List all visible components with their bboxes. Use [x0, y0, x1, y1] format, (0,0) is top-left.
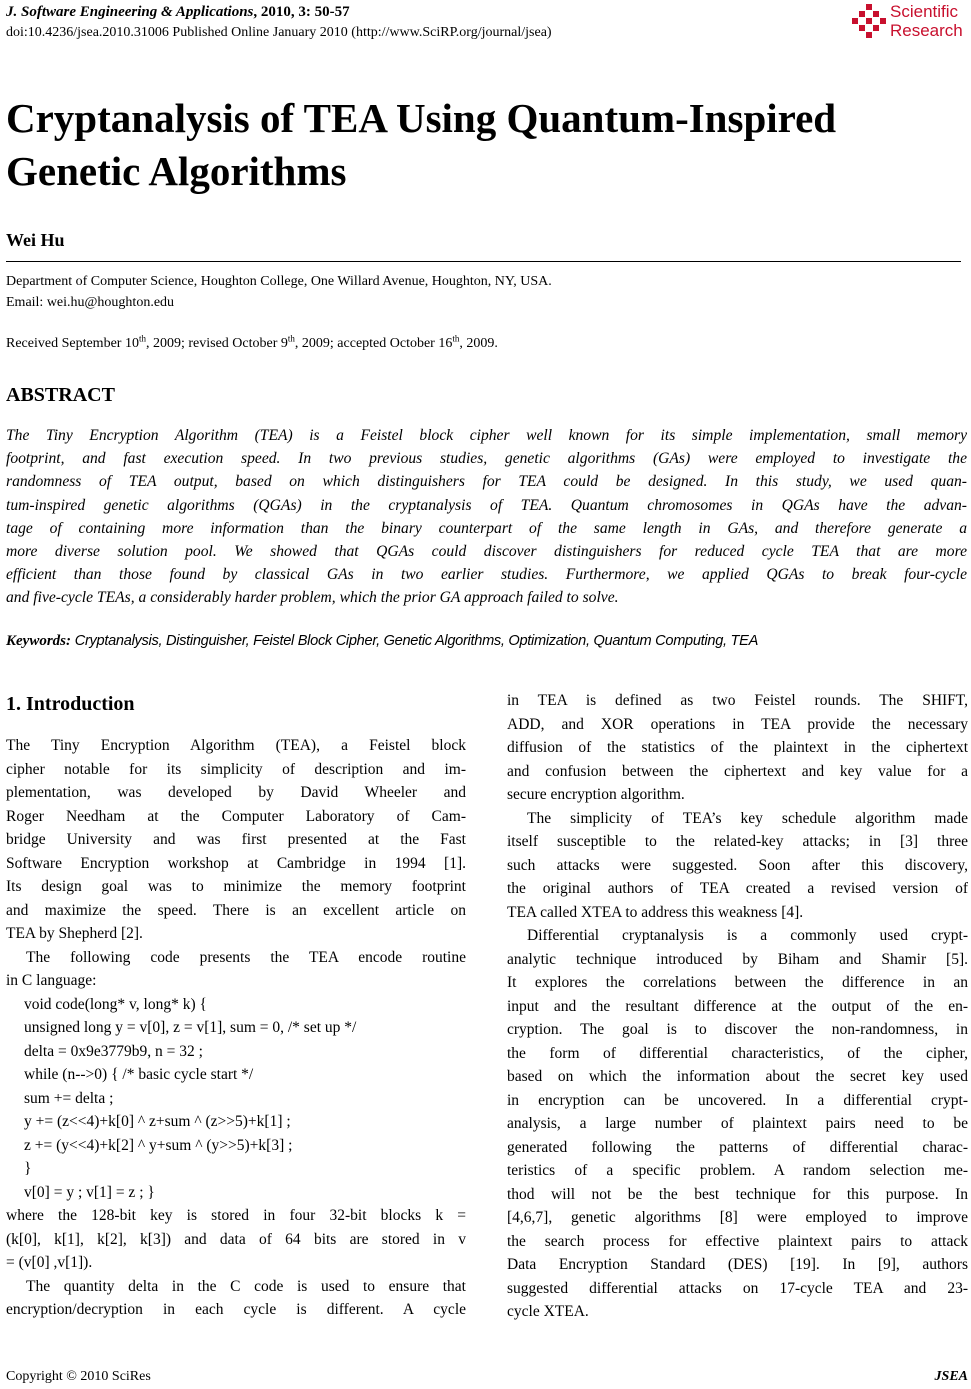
right-column-line: TEA called XTEA to address this weakness [4].: [507, 903, 804, 921]
right-column-line: the form of differential characteristics, of the cipher,: [507, 1044, 968, 1062]
left-column-line: void code(long* v, long* k) {: [24, 995, 207, 1013]
left-column-line: Its design goal was to minimize the memory footprint: [6, 878, 466, 895]
right-column-line: analysis, a large number of plaintext pairs need to be: [507, 1115, 968, 1132]
left-column-line: where the 128-bit key is stored in four 32-bit blocks k =: [6, 1207, 466, 1224]
left-column-line: unsigned long y = v[0], z = v[1], sum = 0, /* set up */: [24, 1019, 357, 1036]
right-column-line: and confusion between the ciphertext and key value for a: [507, 762, 968, 780]
keywords-list: Cryptanalysis, Distinguisher, Feistel Block Cipher, Genetic Algorithms, Optimization, Quantum Computing, TEA: [74, 633, 758, 649]
email: Email: wei.hu@houghton.edu: [6, 295, 175, 310]
right-column-line: based on which the information about the secret key used: [507, 1068, 968, 1085]
left-column-line: bridge University and was first presented at the Fast: [6, 831, 466, 848]
left-column-line: The quantity delta in the C code is used to ensure that: [26, 1277, 466, 1295]
right-column-line: the original authors of TEA created a revised version of: [507, 880, 968, 897]
journal-citation: [6, 4, 350, 21]
right-column-line: Data Encryption Standard (DES) [19]. In [9], authors: [507, 1256, 968, 1273]
abstract-line: footprint, and fast execution speed. In two previous studies, genetic algorithms (GAs) were employed to investigate the: [6, 450, 967, 468]
left-column-line: encryption/decryption in each cycle is different. A cycle: [6, 1301, 466, 1318]
abstract-line: tum-inspired genetic algorithms (QGAs) in the cryptanalysis of TEA. Quantum chromosomes in QGAs have the advan-: [6, 496, 967, 514]
footer-journal: JSEA: [934, 1369, 968, 1384]
right-column-line: generated following the patterns of differential charac-: [507, 1138, 968, 1156]
right-column-line: in TEA is defined as two Feistel rounds. The SHIFT,: [507, 692, 968, 709]
left-column-line: Roger Needham at the Computer Laboratory of Cam-: [6, 807, 466, 825]
keywords: Keywords: Cryptanalysis, Distinguisher, Feistel Block Cipher, Genetic Algorithms, Optimization, Quantum Computing, TEA: [6, 633, 758, 649]
publisher-logo-icon: [852, 4, 886, 40]
title-line-1: Cryptanalysis of TEA Using Quantum-Inspired: [6, 95, 837, 141]
left-column-line: y += (z<<4)+k[0] ^ z+sum ^ (z>>5)+k[1] ;: [24, 1113, 291, 1130]
logo-line-1: Scientific: [890, 2, 959, 21]
right-column-line: ADD, and XOR operations in TEA provide the necessary: [507, 715, 968, 733]
left-column-line: TEA by Shepherd [2].: [6, 925, 143, 942]
right-column-line: suggested differential attacks on 17-cycle TEA and 23-: [507, 1279, 968, 1297]
left-column-line: Software Encryption workshop at Cambridge in 1994 [1].: [6, 854, 466, 872]
abstract-heading: ABSTRACT: [6, 384, 115, 406]
right-column-line: cycle XTEA.: [507, 1303, 589, 1320]
abstract-body: [6, 424, 967, 610]
logo-line-2: Research: [890, 21, 963, 40]
right-column-line: cryption. The goal is to discover the non-randomness, in: [507, 1021, 968, 1038]
right-column-line: secure encryption algorithm.: [507, 786, 685, 803]
right-column-line: diffusion of the statistics of the plaintext in the ciphertext: [507, 739, 968, 756]
doi-line: doi:10.4236/jsea.2010.31006 Published Online January 2010 (http://www.SciRP.org/journal/jsea): [6, 25, 552, 40]
divider: [6, 261, 961, 262]
left-column-line: cipher notable for its simplicity of description and im-: [6, 760, 466, 778]
abstract-line: and five-cycle TEAs, a considerably harder problem, which the prior GA approach failed to solve.: [6, 589, 619, 607]
journal-volume: , 2010, 3: 50-57: [253, 4, 350, 20]
section-heading: 1. Introduction: [6, 693, 135, 715]
abstract-line: randomness of TEA output, based on which distinguishers for TEA could be designed. In this study, we used quan-: [6, 473, 967, 491]
title-line-2: Genetic Algorithms: [6, 148, 347, 194]
left-column-line: in C language:: [6, 972, 97, 989]
abstract-line: tage of containing more information than the binary counterpart of the same length in GAs, and therefore generate a: [6, 519, 967, 537]
left-column-line: z += (y<<4)+k[2] ^ y+sum ^ (y>>5)+k[3] ;: [24, 1136, 293, 1154]
received-dates: Received September 10th, 2009; revised October 9th, 2009; accepted October 16th, 2009.: [6, 333, 498, 351]
right-column: [507, 689, 968, 1324]
right-column-line: the search process for effective plaintext pairs to attack: [507, 1232, 968, 1250]
right-column-line: in encryption can be uncovered. In a differential crypt-: [507, 1091, 968, 1109]
left-column-line: and maximize the speed. There is an excellent article on: [6, 901, 466, 919]
right-column-line: teristics of a specific problem. A random selection me-: [507, 1162, 968, 1179]
right-column-line: [4,6,7], genetic algorithms [8] were employed to improve: [507, 1209, 968, 1226]
publisher-logo: [852, 2, 970, 44]
right-column-line: The simplicity of TEA’s key schedule algorithm made: [527, 809, 968, 827]
paper-title: [6, 92, 966, 198]
right-column-line: Differential cryptanalysis is a commonly used crypt-: [527, 927, 968, 944]
footer-copyright: Copyright © 2010 SciRes: [6, 1369, 151, 1384]
abstract-line: The Tiny Encryption Algorithm (TEA) is a Feistel block cipher well known for its simple implementation, small memory: [6, 427, 967, 444]
left-column-line: The Tiny Encryption Algorithm (TEA), a Feistel block: [6, 737, 466, 754]
left-column-line: (k[0], k[1], k[2], k[3]) and data of 64 bits are stored in v: [6, 1230, 466, 1248]
abstract-line: more diverse solution pool. We showed that QGAs could discover distinguishers for reduced cycle TEA that are more: [6, 542, 967, 560]
left-column-line: while (n-->0) { /* basic cycle start */: [24, 1066, 254, 1083]
left-column-line: = (v[0] ,v[1]).: [6, 1254, 93, 1271]
left-column-line: sum += delta ;: [24, 1089, 114, 1107]
journal-name: J. Software Engineering & Applications: [6, 4, 254, 20]
right-column-line: thod will not be the best technique for this purpose. In: [507, 1185, 968, 1203]
left-column-line: The following code presents the TEA encode routine: [26, 948, 466, 966]
author-name: Wei Hu: [6, 230, 65, 250]
affiliation: Department of Computer Science, Houghton College, One Willard Avenue, Houghton, NY, USA.: [6, 274, 552, 289]
right-column-line: analytic technique introduced by Biham and Shamir [5].: [507, 950, 968, 968]
right-column-line: such attacks were suggested. Soon after this discovery,: [507, 856, 968, 874]
left-column: [6, 734, 466, 1322]
right-column-line: It explores the correlations between the difference in an: [507, 974, 968, 991]
keywords-label: Keywords: [6, 633, 66, 649]
right-column-line: itself susceptible to the related-key attacks; in [3] three: [507, 833, 968, 850]
left-column-line: }: [24, 1160, 32, 1177]
left-column-line: v[0] = y ; v[1] = z ; }: [24, 1183, 155, 1201]
left-column-line: delta = 0x9e3779b9, n = 32 ;: [24, 1042, 203, 1060]
abstract-line: efficient than those found by classical GAs in two earlier studies. Furthermore, we applied QGAs to break four-cycle: [6, 566, 967, 584]
right-column-line: input and the resultant difference at the output of the en-: [507, 997, 968, 1015]
left-column-line: plementation, was developed by David Wheeler and: [6, 784, 466, 801]
